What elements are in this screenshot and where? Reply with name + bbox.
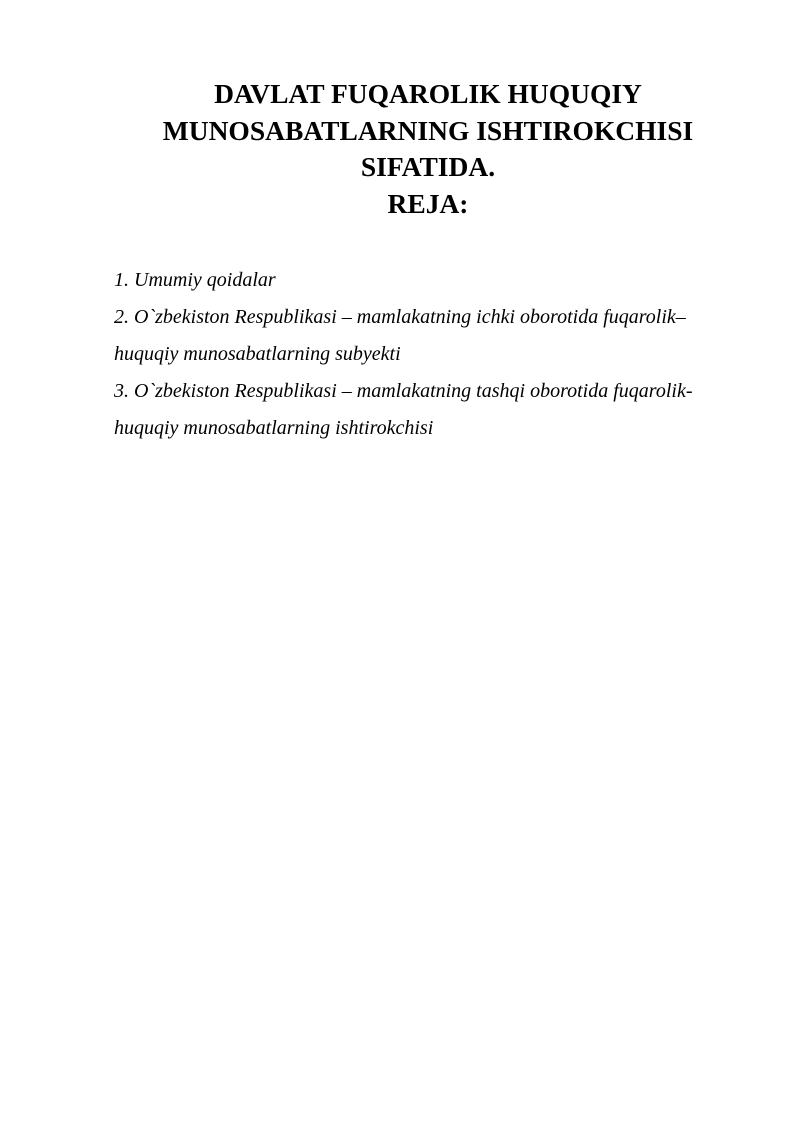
plan-list	[114, 262, 754, 447]
title-line: MUNOSABATLARNING ISHTIROKCHISI	[162, 114, 694, 146]
document-title	[100, 76, 756, 222]
title-line: SIFATIDA.	[360, 151, 496, 182]
plan-item-3: 3. O`zbekiston Respublikasi – mamlakatning tashqi oborotida fuqarolik-	[114, 380, 693, 402]
plan-item-1: 1. Umumiy qoidalar	[114, 269, 276, 291]
plan-item-2: 2. O`zbekiston Respublikasi – mamlakatning ichki oborotida fuqarolik–	[114, 306, 686, 328]
plan-heading: REJA:	[387, 187, 469, 219]
plan-item-2-continued: huquqiy munosabatlarning subyekti	[114, 343, 401, 365]
title-line: DAVLAT FUQAROLIK HUQUQIY	[214, 78, 642, 109]
plan-item-3-continued: huquqiy munosabatlarning ishtirokchisi	[114, 417, 434, 439]
